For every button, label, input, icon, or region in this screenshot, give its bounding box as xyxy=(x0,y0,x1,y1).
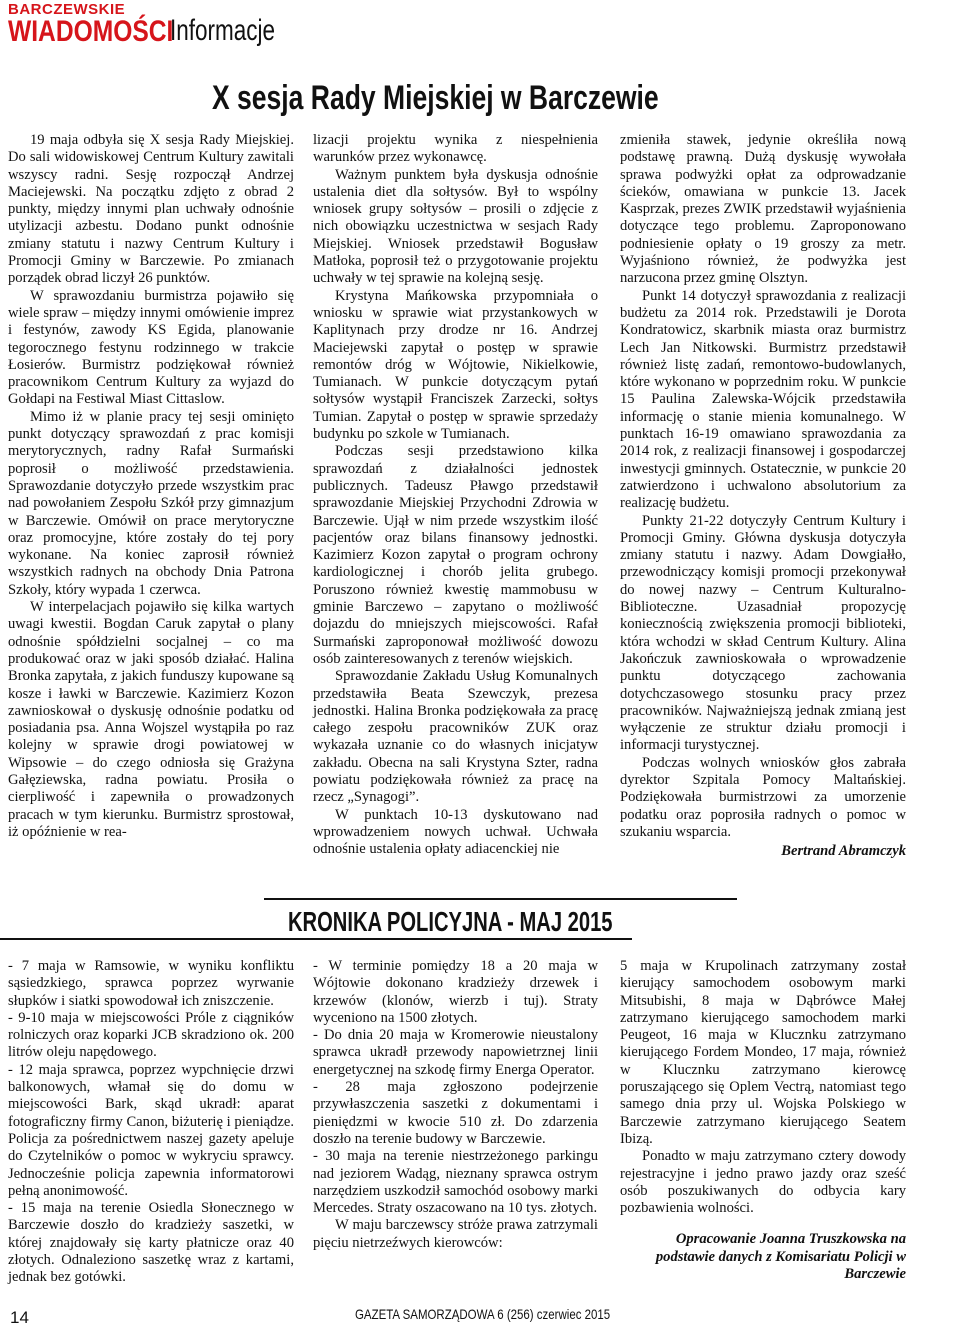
article-paragraph: Mimo iż w planie pracy tej sesji ominięto punkt dotyczący sprawozdań z prac komisji merytorycznych, radny Rafał Surmański poprosił o możliwość przedstawienia. Sprawozdanie dotyczyło przede wszystkim prac nad powołaniem Zespołu Szkół przy gimnazjum w Barczewie. Omówił on prace merytoryczne oraz promocyjne, które zostały do tej pory wykonane. Na koniec zaprosił również wszystkich radnych na obchody Dnia Patrona Szkoły, który wypada 1 czerwca. xyxy=(8,408,294,598)
police-chronicle-column-3 xyxy=(620,958,906,1283)
page-number: 14 xyxy=(10,1308,29,1327)
article-paragraph: Sprawozdanie Zakładu Usług Komunalnych przedstawiła Beata Szewczyk, prezesa jednostki. Halina Bronka podziękowała za pracę całego zespołu pracowników ZUK oraz wykazała uznanie co do własnych inicjatyw zakładu. Obecna na sali Krystyna Szter, radna powiatu podziękowała również za pracę na rzecz „Synagogi”. xyxy=(313,668,598,806)
section-divider-top xyxy=(264,898,737,900)
article-paragraph: W punktach 10-13 dyskutowano nad wprowadzeniem nowych uchwał. Uchwała odnośnie ustalenia opłaty adiacenckiej nie xyxy=(313,806,598,858)
chronicle-entry: - 15 maja na terenie Osiedla Słonecznego w Barczewie doszło do kradzieży saszetki, w której znajdowały się karty płatnicze oraz 40 złotych. Odnaleziono saszetkę wraz z kartami, jednak bez gotówki. xyxy=(8,1200,294,1286)
chronicle-signoff: Opracowanie Joanna Truszkowska na podstawie danych z Komisariatu Policji w Barczewie xyxy=(655,1231,906,1283)
article-paragraph: lizacji projektu wynika z niespełnienia warunków przez wykonawcę. xyxy=(313,132,598,166)
brand-top-text: BARCZEWSKIE xyxy=(8,1,126,18)
article-author: Bertrand Abramczyk xyxy=(781,843,906,860)
article-paragraph: Podczas sesji przedstawiono kilka sprawozdań z działalności jednostek publicznych. Tadeusz Pławgo przedstawił sprawozdanie Miejskiej Przychodni Zdrowia w Barczewie. Ujął w nim przede wszystkim ilość pacjentów oraz bilans finansowy jednostki. Kazimierz Kozon zapytał o program ochrony kardiologicznej i chorób jelita grubego. Poruszono również kwestię mammobusu w gminie Barczewo – zapytano o możliwość dojazdu do mniejszych miejscowości. Rafał Surmański zaproponował możliwość dowozu osób zainteresowanych z terenów wiejskich. xyxy=(313,443,598,667)
article-paragraph: Punkty 21-22 dotyczyły Centrum Kultury i Promocji Gminy. Główna dyskusja dotyczyła zmiany statutu i nazwy. Adam Dowgiałło, przewodniczący komisji promocji przekonywał do nowej nazwy – Centrum Kulturalno-Biblioteczne. Uzasadniał propozycję koniecznością zwiększenia promocji biblioteki, która wchodzi w skład Centrum Kultury. Alina Jakończuk zawnioskowała o wprowadzenie punktu dotyczącego zachowania dotychczasowego stosunku pracy przez pracowników. Najważniejszą jednak zmianą jest wyłączenie ze struktur działu promocji i informacji turystycznej. xyxy=(620,512,906,754)
chronicle-entry: - W terminie pomiędzy 18 a 20 maja w Wójtowie dokonano kradzieży drzewek i krzewów (klonów, wierzb i tuj). Straty wyceniono na 1500 złotych. xyxy=(313,958,598,1026)
chronicle-entry: - 7 maja w Ramsowie, w wyniku konfliktu sąsiedzkiego, sprawca poprzez wyrwanie słupków i siatki spowodował ich zniszczenie. xyxy=(8,958,294,1009)
article-paragraph: Krystyna Mańkowska przypomniała o wniosku w sprawie wiat przystankowych w Kaplitynach przy drodze nr 16. Andrzej Maciejewski zapytał o postęp w sprawie remontów dróg w Wójtowie, Nikielkowie, Tumianach. W punkcie dotyczącym pytań sołtysów wystąpił Franciszek Zarzecki, sołtys Tumian. Zapytał o postęp w sprawie sprzedaży budynku po szkole w Tumianach. xyxy=(313,287,598,443)
police-chronicle-column-1 xyxy=(8,958,294,1287)
masthead xyxy=(8,2,308,50)
chronicle-entry: W maju barczewscy stróże prawa zatrzymali pięciu nietrzeźwych kierowców: xyxy=(313,1217,598,1251)
brand-logo-text: WIADOMOŚCI xyxy=(8,15,174,48)
article-paragraph: Punkt 14 dotyczył sprawozdania z realizacji budżetu za 2014 rok. Przedstawili je Dorota Kondratowicz, skarbnik miasta oraz burmistrz Lech Jan Nitkowski. Burmistrz przedstawił również listę zadań, remontowo-budowlanych, które wykonano w poprzednim roku. W punkcie 15 Paulina Zalewska-Wójcik przedstawiła informację o stanie mienia komunalnego. W punktach 16-19 omawiano sprawozdania za 2014 rok, z realizacji finansowej i gospodarczej inwestycji gminnych. Ostatecznie, w punkcie 20 zatwierdzono i uchwalono absolutorium za realizację budżetu. xyxy=(620,287,906,512)
chronicle-entry: - Do dnia 20 maja w Kromerowie nieustalony sprawca ukradł przewody napowietrznej linii energetycznej na szkodę firmy Energa Operator. xyxy=(313,1027,598,1078)
chronicle-entry: - 12 maja sprawca, poprzez wypchnięcie drzwi balkonowych, włamał się do domu w miejscowości Bark, skąd ukradł: aparat fotograficzny firmy Canon, biżuterię i pieniądze. Policja za pośrednictwem naszej gazety apeluje do Czytelników o pomoc w wykryciu sprawcy. Jednocześnie policja zapewnia informatorowi pełną anonimowość. xyxy=(8,1061,294,1199)
article-paragraph: W interpelacjach pojawiło się kilka wartych uwagi kwestii. Bogdan Caruk zapytał o plany odnośnie spółdzielni socjalnej – co ma produkować oraz w jaki sposób działać. Halina Bronka zapytała, z jakich funduszy kupowane są kosze i ławki w Barczewie. Kazimierz Kozon zawnioskował o dyskusję odnośnie podatku od posiadania psa. Anna Wojszel wystąpiła po raz kolejny w sprawie drogi powiatowej w Wipsowie – do czego odniosła się Grażyna Gałęziewska, radna powiatu. Prosiła o cierpliwość i zapewniła o prowadzonych pracach w tym kierunku. Burmistrz sprostował, iż opóźnienie w rea- xyxy=(8,599,294,840)
chronicle-entry: - 28 maja zgłoszono podejrzenie przywłaszczenia saszetki z dokumentami i pieniędzmi w kwocie 510 zł. Do zdarzenia doszło na terenie budowy w Barczewie. xyxy=(313,1079,598,1147)
chronicle-entry: - 9-10 maja w miejscowości Próle z ciągników rolniczych oraz koparki JCB skradziono ok. 200 litrów oleju napędowego. xyxy=(8,1009,294,1061)
chronicle-entry: Ponadto w maju zatrzymano cztery dowody rejestracyjne i jedno prawo jazdy oraz sześć osób poszukiwanych do odbycia kary pozbawienia wolności. xyxy=(620,1148,906,1217)
publication-footer: GAZETA SAMORZĄDOWA 6 (256) czerwiec 2015 xyxy=(355,1306,611,1322)
police-chronicle-column-2 xyxy=(313,958,598,1252)
police-chronicle-title: KRONIKA POLICYJNA - MAJ 2015 xyxy=(288,906,613,937)
article-column-3 xyxy=(620,132,906,860)
section-divider-bottom xyxy=(0,938,632,940)
chronicle-entry: - 30 maja na terenie niestrzeżonego parkingu nad jeziorem Wadąg, nieznany sprawca ostrym narzędziem uszkodził samochód osobowy marki Mercedes. Straty oszacowano na 10 tys. złotych. xyxy=(313,1148,598,1217)
article-paragraph: Ważnym punktem była dyskusja odnośnie ustalenia diet dla sołtysów. Był to wspólny wniosek grupy sołtysów – prosili o zdjęcie z nich obowiązku uczestnictwa w sesjach Rady Miejskiej. Wniosek przedstawił Bogusław Matłoka, poprosił też o przygotowanie projektu uchwały w tej sprawie na kolejną sesję. xyxy=(313,166,598,287)
section-title: Informacje xyxy=(170,14,276,47)
article-paragraph: W sprawozdaniu burmistrza pojawiło się wiele spraw – między innymi omówienie imprez i festynów, zawody KS Egida, planowanie tegorocznego festynu rodzinnego w trakcie Łosierów. Burmistrz podziękował również pracownikom Centrum Kultury za wyjazd do Gołdapi na Festiwal Miast Cittaslow. xyxy=(8,287,294,408)
chronicle-entry: 5 maja w Krupolinach zatrzymany został kierujący samochodem osobowym marki Mitsubishi, 8 maja w Dąbrówce Małej zatrzymano kierującego samochodem marki Peugeot, 16 maja w Klucznku zatrzymano kierującego Fordem Mondeo, 17 maja, również w Klucznku zatrzymano kierowcę poruszającego się Oplem Vectrą, natomiast tego samego dnia przy ul. Wojska Polskiego w Barczewie zatrzymano kierującego Seatem Ibizą. xyxy=(620,958,906,1147)
article-headline: X sesja Rady Miejskiej w Barczewie xyxy=(212,79,659,117)
article-paragraph: Podczas wolnych wniosków głos zabrała dyrektor Szpitala Pomocy Maltańskiej. Podziękowała burmistrzowi za umorzenie podatku oraz poprosiła radnych o pomoc w szukaniu wsparcia. xyxy=(620,754,906,840)
article-paragraph: zmieniła stawek, jedynie określiła nową podstawę prawną. Dużą dyskusję wywołała sprawa podwyżki opłat za odprowadzanie ścieków, omawiana w punkcie 13. Jacek Kasprzak, prezes ZWIK przedstawił wyjaśnienia dotyczące tego problemu. Zaproponowano podniesienie opłaty o 19 groszy za metr. Wyjaśniono również, że podwyżka jest narzucona przez gminę Olsztyn. xyxy=(620,132,906,287)
article-column-1 xyxy=(8,132,294,841)
article-column-2 xyxy=(313,132,598,858)
article-paragraph: 19 maja odbyła się X sesja Rady Miejskiej. Do sali widowiskowej Centrum Kultury zawitali wszyscy radni. Sesję rozpoczął Andrzej Maciejewski. Na początku zdjęto z obrad 2 punkty, między innymi plan uchwały odnośnie utylizacji azbestu. Dodano punkt odnośnie zmiany statutu i nazwy Centrum Kultury i Promocji Gminy w Barczewie. Po zmianach porządek obrad liczył 26 punktów. xyxy=(8,132,294,287)
